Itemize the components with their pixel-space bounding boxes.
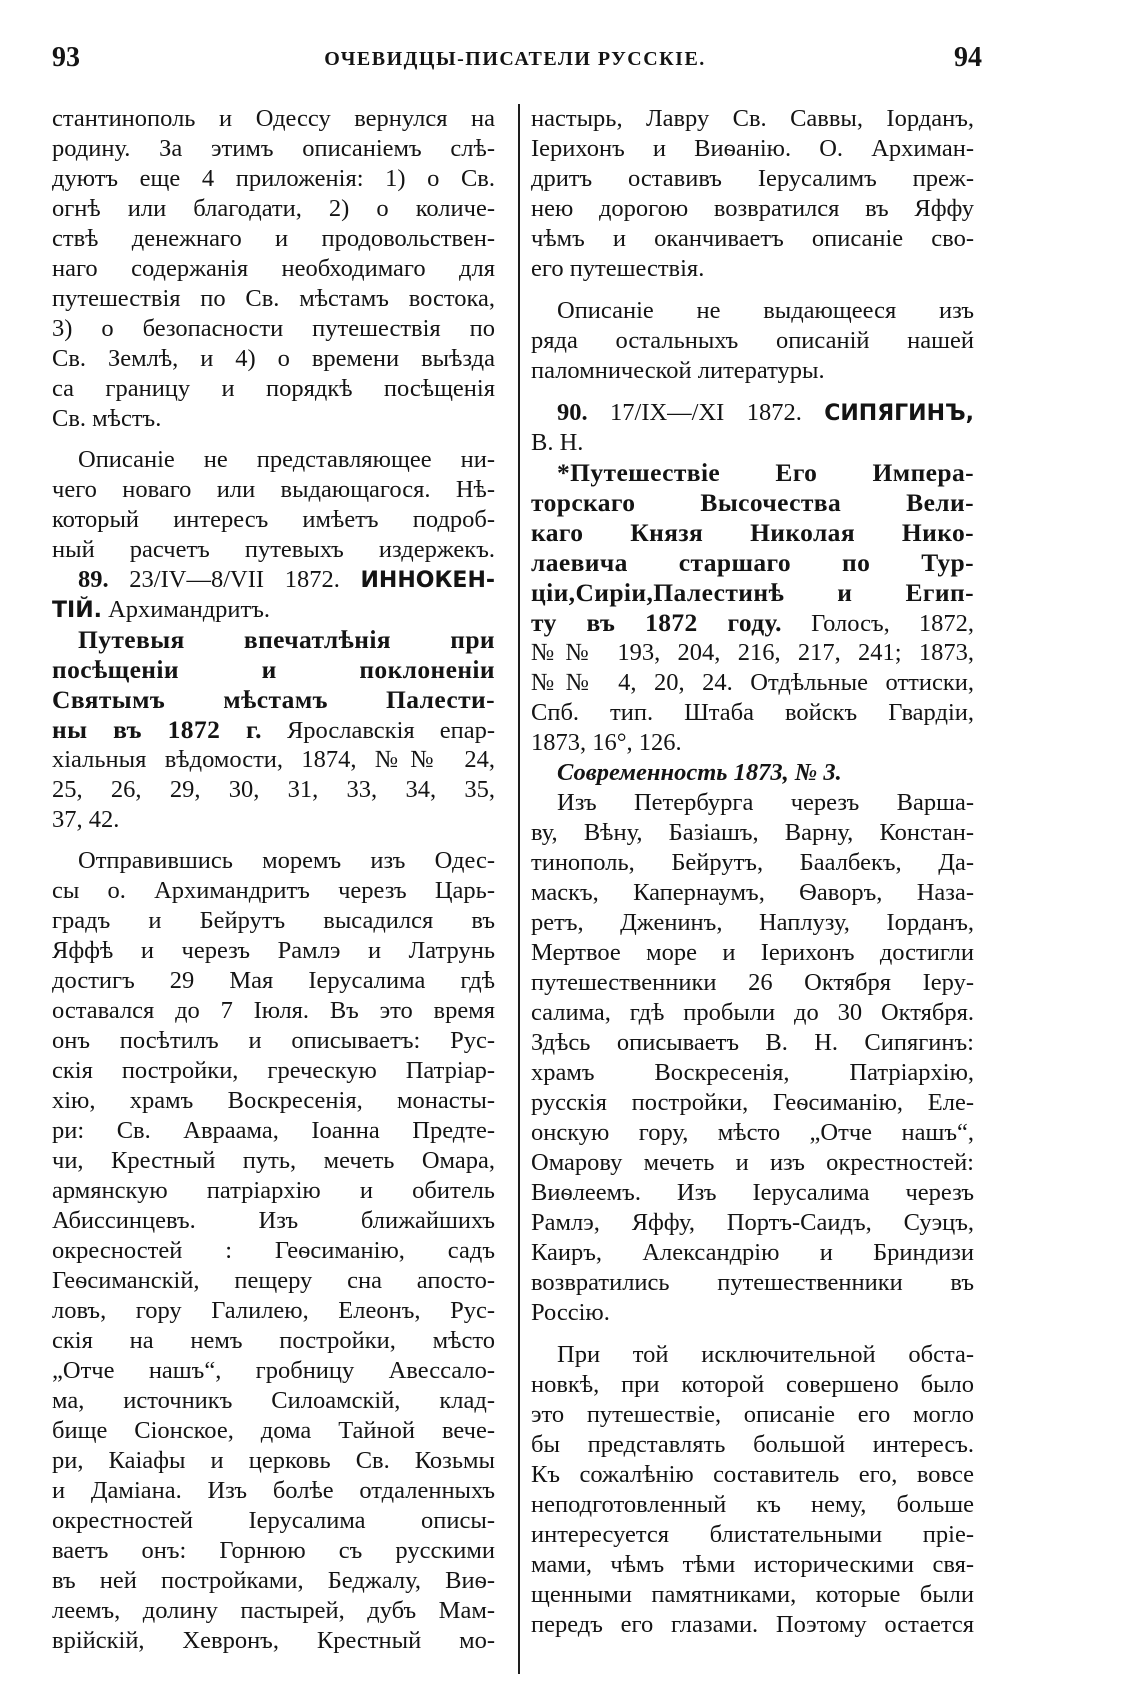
text-line: Описаніе не представляющее ни- <box>78 446 495 473</box>
right-column <box>531 104 974 1640</box>
entry-title-line: торскаго Высочества Вели- <box>531 488 974 517</box>
text-line: оставался до 7 Іюля. Въ это время <box>52 997 495 1024</box>
entry-title-line: ціи,Сиріи,Палестинѣ и Егип- <box>531 578 974 607</box>
entry-author-continued: ТІЙ. <box>52 598 102 623</box>
text-line: его путешествія. <box>531 255 705 282</box>
text-line: храмъ Воскресенія, Патріархію, <box>531 1059 974 1086</box>
entry-source-line: №№ 193, 204, 216, 217, 241; 1873, <box>531 639 974 666</box>
text-line: скія на немъ постройки, мѣсто <box>52 1327 495 1354</box>
entry-title-line: ту въ 1872 году. <box>531 608 782 637</box>
text-line: ловъ, гору Галилею, Елеонъ, Рус- <box>52 1297 495 1324</box>
text-line: хію, храмъ Воскресенія, монасты- <box>52 1087 495 1114</box>
entry-source: Ярославскія епар- <box>286 717 495 744</box>
page-header <box>48 40 982 86</box>
text-line: родину. За этимъ описаніемъ слѣ- <box>52 135 495 162</box>
text-line: настырь, Лавру Св. Саввы, Іорданъ, <box>531 105 974 132</box>
text-line: и Даміана. Изъ болѣе отдаленныхъ <box>52 1477 495 1504</box>
text-line: ву, Вѣну, Базіашъ, Варну, Констан- <box>531 819 974 846</box>
text-line: стантинополь и Одессу вернулся на <box>52 105 495 132</box>
text-line: нею дорогою возвратился въ Яффу <box>531 195 974 222</box>
entry-title-line: ны въ 1872 г. <box>52 715 262 744</box>
entry-title-line: Святымъ мѣстамъ Палести- <box>52 685 495 714</box>
text-line: дуютъ еще 4 приложенія: 1) о Св. <box>52 165 495 192</box>
left-column <box>52 104 495 1656</box>
text-line: сы о. Архимандритъ черезъ Царь- <box>52 877 495 904</box>
text-line: ный расчетъ путевыхъ издержекъ. <box>52 536 495 563</box>
text-line: ри: Св. Авраама, Іоанна Предте- <box>52 1117 495 1144</box>
text-line: „Отче нашъ“, гробницу Авессало- <box>52 1357 495 1384</box>
text-line: онъ посѣтилъ и описываетъ: Рус- <box>52 1027 495 1054</box>
text-line: огнѣ или благодати, 2) о количе- <box>52 195 495 222</box>
entry-title-line: *Путешествіе Его Импера- <box>557 458 974 487</box>
text-line: окрестностей Іерусалима описы- <box>52 1507 495 1534</box>
left-body-paragraph <box>52 846 495 1656</box>
text-line: скія постройки, греческую Патріар- <box>52 1057 495 1084</box>
text-line: ряда остальныхъ описаній нашей <box>531 327 974 354</box>
text-line: Описаніе не выдающееся изъ <box>557 297 974 324</box>
entry-review-reference: Современность 1873, № 3. <box>557 759 842 786</box>
text-line: русскія постройки, Геѳсиманію, Еле- <box>531 1089 974 1116</box>
entry-source-line: №№ 4, 20, 24. Отдѣльные оттиски, <box>531 669 974 696</box>
text-line: са границу и порядкѣ посѣщенія <box>52 375 495 402</box>
text-line: Виѳлеемъ. Изъ Іерусалима черезъ <box>531 1179 974 1206</box>
text-line: въ ней постройками, Беджалу, Виѳ- <box>52 1567 495 1594</box>
text-line: 3) о безопасности путешествія по <box>52 315 495 342</box>
entry-title-line: лаевича старшаго по Тур- <box>531 548 974 577</box>
text-line: Св. Землѣ, и 4) о времени выѣзда <box>52 345 495 372</box>
entry-author: ИННОКЕН- <box>360 568 495 593</box>
text-line: Іерихонъ и Виѳанію. О. Архиман- <box>531 135 974 162</box>
running-title: ОЧЕВИДЦЫ-ПИСАТЕЛИ РУССКІЕ. <box>324 48 706 70</box>
entry-source: Голосъ, 1872, <box>811 610 975 637</box>
text-line: передъ его глазами. Поэтому остается <box>531 1611 974 1638</box>
text-line: интересуется блистательными пріе- <box>531 1521 974 1548</box>
text-line: ретъ, Дженинъ, Наплузу, Іорданъ, <box>531 909 974 936</box>
text-line: достигъ 29 Мая Іерусалима гдѣ <box>52 967 495 994</box>
entry-dates: 23/IV—8/VII 1872. <box>129 566 340 593</box>
text-line: леемъ, долину пастырей, дубъ Мам- <box>52 1597 495 1624</box>
entry-90 <box>531 398 974 788</box>
text-line: возвратились путешественники въ <box>531 1269 974 1296</box>
text-line: Изъ Петербурга черезъ Варша- <box>557 789 974 816</box>
text-line: бы представлять большой интересъ. <box>531 1431 974 1458</box>
right-remark-paragraph <box>531 296 974 386</box>
page-number-left: 93 <box>52 42 80 73</box>
left-intro-paragraph <box>52 104 495 434</box>
right-closing-paragraph <box>531 1340 974 1640</box>
text-line: Мертвое море и Іерихонъ достигли <box>531 939 974 966</box>
text-line: врійскій, Хевронъ, Крестный мо- <box>52 1627 495 1654</box>
text-line: наго содержанія необходимаго для <box>52 255 495 282</box>
text-line: ма, источникъ Силоамскій, клад- <box>52 1387 495 1414</box>
entry-title-line: Путевыя впечатлѣнія при <box>78 625 495 654</box>
page-number-right: 94 <box>954 42 982 73</box>
text-line: паломнической литературы. <box>531 357 825 384</box>
text-line: дритъ оставивъ Іерусалимъ преж- <box>531 165 974 192</box>
text-line: Россію. <box>531 1299 610 1326</box>
entry-role: Архимандритъ. <box>108 596 271 623</box>
text-line: Яффѣ и черезъ Рамлэ и Латрунь <box>52 937 495 964</box>
text-line: это путешествіе, описаніе его могло <box>531 1401 974 1428</box>
entry-source-line: 37, 42. <box>52 806 120 833</box>
entry-title-line: каго Князя Николая Нико- <box>531 518 974 547</box>
text-line: неподготовленный къ нему, больше <box>531 1491 974 1518</box>
column-divider <box>518 104 520 1674</box>
entry-source-line: 1873, 16°, 126. <box>531 729 682 756</box>
text-line: чѣмъ и оканчиваетъ описаніе сво- <box>531 225 974 252</box>
text-line: Каиръ, Александрію и Бриндизи <box>531 1239 974 1266</box>
entry-source-line: Спб. тип. Штаба войскъ Гвардіи, <box>531 699 974 726</box>
text-line: градъ и Бейрутъ высадился въ <box>52 907 495 934</box>
text-line: ри, Каіафы и церковь Св. Козьмы <box>52 1447 495 1474</box>
entry-source-line: 25, 26, 29, 30, 31, 33, 34, 35, <box>52 776 495 803</box>
text-line: тинополь, Бейрутъ, Баалбекъ, Да- <box>531 849 974 876</box>
text-line: Отправившись моремъ изъ Одес- <box>78 847 495 874</box>
text-line: армянскую патріархію и обитель <box>52 1177 495 1204</box>
entry-number: 90. <box>557 399 588 426</box>
text-line: Омарову мечеть и изъ окрестностей: <box>531 1149 974 1176</box>
entry-89 <box>52 565 495 835</box>
text-line: щенными памятниками, которые были <box>531 1581 974 1608</box>
text-line: маскъ, Капернаумъ, Ѳаворъ, Наза- <box>531 879 974 906</box>
text-line: Рамлэ, Яффу, Портъ-Саидъ, Суэцъ, <box>531 1209 974 1236</box>
entry-dates: 17/IX—/XI 1872. <box>610 399 802 426</box>
text-line: ствѣ денежнаго и продовольствен- <box>52 225 495 252</box>
text-line: Къ сожалѣнію составитель его, вовсе <box>531 1461 974 1488</box>
text-line: чего новаго или выдающагося. Нѣ- <box>52 476 495 503</box>
text-line: новкѣ, при которой совершено было <box>531 1371 974 1398</box>
text-line: Абиссинцевъ. Изъ ближайшихъ <box>52 1207 495 1234</box>
entry-author: СИПЯГИНЪ, <box>824 401 975 426</box>
right-body-paragraph <box>531 788 974 1328</box>
text-line: бище Сіонское, дома Тайной вече- <box>52 1417 495 1444</box>
text-line: путешествія по Св. мѣстамъ востока, <box>52 285 495 312</box>
entry-author-initials: В. Н. <box>531 429 584 456</box>
text-line: ваетъ онъ: Горнюю съ русскими <box>52 1537 495 1564</box>
text-line: онскую гору, мѣсто „Отче нашъ“, <box>531 1119 974 1146</box>
entry-number: 89. <box>78 566 109 593</box>
text-line: мами, чѣмъ тѣми историческими свя- <box>531 1551 974 1578</box>
entry-title-line: посѣщеніи и поклоненіи <box>52 655 495 684</box>
text-line: Св. мѣстъ. <box>52 405 162 432</box>
text-line: чи, Крестный путь, мечеть Омара, <box>52 1147 495 1174</box>
right-intro-paragraph <box>531 104 974 284</box>
text-line: При той исключительной обста- <box>557 1341 974 1368</box>
text-line: Геѳсиманскій, пещеру сна апосто- <box>52 1267 495 1294</box>
text-line: Здѣсь описываетъ В. Н. Сипягинъ: <box>531 1029 974 1056</box>
text-line: салима, гдѣ пробыли до 30 Октября. <box>531 999 974 1026</box>
left-remark-paragraph <box>52 445 495 565</box>
text-line: окресностей : Геѳсиманію, садъ <box>52 1237 495 1264</box>
entry-source-line: хіальныя вѣдомости, 1874, №№ 24, <box>52 746 495 773</box>
text-line: который интересъ имѣетъ подроб- <box>52 506 495 533</box>
text-line: путешественники 26 Октября Іеру- <box>531 969 974 996</box>
